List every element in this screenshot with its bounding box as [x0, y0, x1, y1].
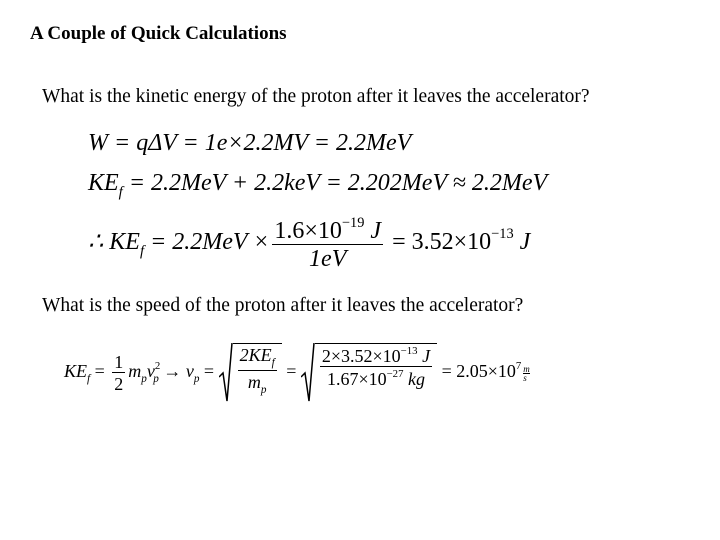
result-mantissa: = 3.52×10: [386, 228, 492, 255]
numerator-unit: J: [364, 217, 382, 244]
numerator-exponent: −19: [341, 215, 365, 231]
unit-meters: m: [523, 363, 530, 374]
ke-subscript: f: [139, 243, 145, 260]
sqrt-denominator: m: [247, 372, 261, 393]
mass-symbol: m: [128, 361, 142, 382]
ke-symbol: KE: [64, 361, 88, 382]
question-kinetic-energy: What is the kinetic energy of the proton after it leaves the accelerator?: [42, 86, 590, 107]
numeric-denominator-exponent: −27: [386, 368, 404, 381]
ke-subscript: f: [87, 373, 91, 386]
speed-result-exponent: 7: [515, 360, 522, 373]
speed-result: = 2.05×10: [437, 361, 516, 382]
equals-sign-3: =: [281, 361, 301, 382]
numeric-numerator: 2×3.52×10: [321, 346, 401, 367]
fraction-denominator: 1eV: [309, 245, 347, 272]
half-numerator: 1: [114, 352, 124, 372]
therefore-ke-symbol: ∴ KE: [88, 228, 140, 255]
sqrt-numerator-subscript: f: [271, 357, 275, 370]
half-denominator: 2: [114, 374, 124, 394]
velocity-symbol: v: [146, 361, 155, 382]
sqrt-numerator: 2KE: [239, 345, 272, 365]
result-unit: J: [513, 228, 531, 255]
velocity-squared: 2: [154, 360, 161, 373]
numeric-numerator-exponent: −13: [400, 345, 418, 357]
numeric-denominator: 1.67×10: [326, 369, 387, 390]
equation-kinetic-energy-joules: [88, 216, 530, 271]
radical-sign-icon: [219, 343, 233, 403]
equation-work: W = qΔV = 1e×2.2MV = 2.2MeV: [88, 130, 412, 156]
conversion-fraction: [272, 216, 383, 271]
equation-middle: = 2.2MeV ×: [144, 228, 270, 255]
sqrt-symbolic: [219, 343, 282, 403]
sqrt-numeric: [301, 343, 437, 403]
equals-sign: =: [90, 361, 110, 382]
question-speed: What is the speed of the proton after it leaves the accelerator?: [42, 295, 524, 316]
result-exponent: −13: [491, 226, 514, 243]
one-half-fraction: [112, 353, 125, 393]
ke-subscript: f: [118, 184, 123, 201]
equation-rhs: = 2.2MeV + 2.2keV = 2.202MeV ≈ 2.2MeV: [122, 170, 548, 196]
fraction-numerator: 1.6×10: [274, 217, 342, 244]
equation-kinetic-energy-sum: [88, 171, 547, 201]
mass-subscript: p: [141, 373, 147, 386]
speed-unit: [523, 365, 530, 382]
arrow-velocity: → v: [158, 361, 194, 382]
numeric-denominator-unit: kg: [403, 369, 425, 390]
numeric-numerator-unit: J: [417, 346, 431, 367]
sqrt-denominator-subscript: p: [260, 384, 267, 397]
velocity-subscript-2: p: [193, 373, 200, 386]
velocity-subscript: p: [153, 373, 159, 386]
unit-seconds: s: [523, 372, 527, 383]
ke-symbol: KE: [88, 170, 119, 196]
equation-speed: [64, 343, 530, 403]
radical-sign-icon: [301, 343, 315, 403]
slide-title: A Couple of Quick Calculations: [30, 23, 287, 44]
equals-sign-2: =: [199, 361, 219, 382]
